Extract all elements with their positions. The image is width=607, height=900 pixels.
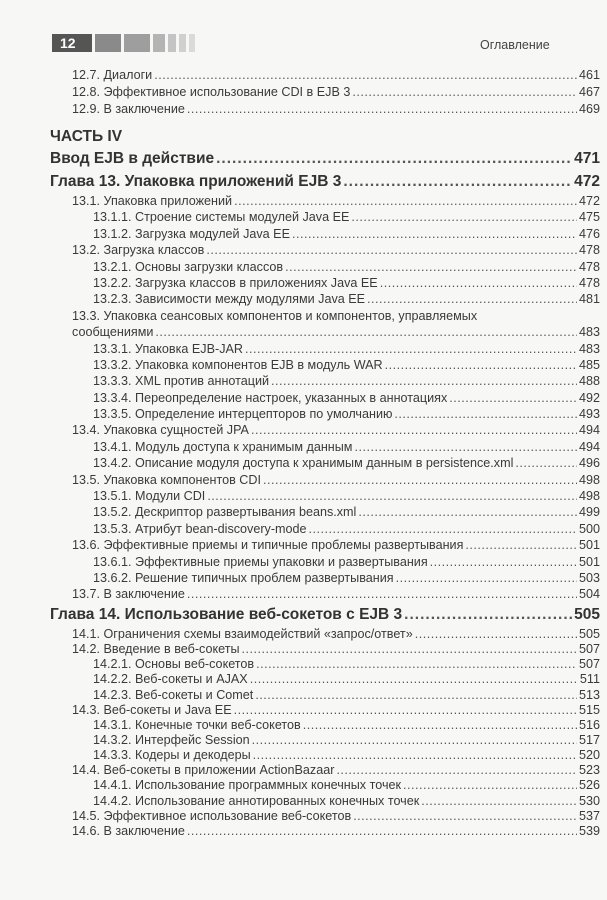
entry-page-number: 500 (578, 521, 600, 536)
toc-section (0, 604, 600, 838)
entry-page-number: 537 (578, 808, 600, 823)
toc-entry (0, 341, 600, 357)
entry-title: 13.3.3. XML против аннотаций (93, 374, 270, 389)
dot-leader (253, 747, 577, 763)
entry-page-number: 526 (578, 778, 600, 793)
entry-page-number: 469 (578, 102, 600, 116)
entry-page-number: 485 (578, 357, 600, 372)
entry-page-number: 494 (578, 423, 600, 438)
entry-title: 13.4.1. Модуль доступа к хранимым данным (93, 439, 353, 454)
entry-title: 13.3.5. Определение интерцепторов по умолчанию (93, 407, 393, 422)
toc-entry (0, 242, 600, 258)
entry-title: 13.4.2. Описание модуля доступа к хранимым данным в persistence.xml (93, 456, 514, 471)
entry-title: 13.6.1. Эффективные приемы упаковки и развертывания (93, 554, 428, 569)
entry-title: 13.5.2. Дескриптор развертывания beans.xml (93, 505, 357, 520)
entry-title: 13.7. В заключение (72, 587, 185, 602)
entry-title: 12.8. Эффективное использование CDI в EJB 3 (72, 85, 351, 99)
entry-page-number: 516 (578, 717, 600, 732)
dot-leader (255, 687, 577, 703)
dot-leader (380, 275, 577, 291)
toc-entry (0, 732, 600, 747)
toc-entry (0, 373, 600, 389)
toc-heading-entry (0, 148, 600, 170)
entry-title: 13.1.2. Загрузка модулей Java EE (93, 226, 290, 241)
entry-title: 13.5.3. Атрибут bean-discovery-mode (93, 521, 307, 536)
running-title: Оглавление (480, 38, 550, 52)
entry-title: Глава 14. Использование веб-сокетов с EJB 3 (50, 606, 403, 623)
entry-title: 14.3.3. Кодеры и декодеры (93, 748, 251, 763)
entry-page-number: 505 (574, 606, 600, 623)
dot-leader (263, 472, 577, 488)
entry-title: 13.1. Упаковка приложений (72, 194, 233, 208)
entry-page-number: 461 (578, 68, 600, 82)
dot-leader (187, 823, 577, 839)
dot-leader (358, 504, 577, 520)
toc-entry (0, 687, 600, 702)
toc-entry (0, 488, 600, 504)
toc-heading-entry (0, 171, 600, 193)
toc-entry (0, 67, 600, 84)
entry-title: 13.2.3. Зависимости между модулями Java EE (93, 292, 366, 307)
entry-title: 13.2. Загрузка классов (72, 243, 205, 258)
entry-title: 13.3.1. Упаковка EJB-JAR (93, 341, 243, 356)
entry-page-number: 501 (578, 538, 600, 553)
toc-entry (0, 439, 600, 455)
entry-title: 14.1. Ограничения схемы взаимодействий «запрос/ответ» (72, 627, 413, 641)
dot-leader (155, 324, 577, 340)
entry-title: 14.5. Эффективное использование веб-сокетов (72, 808, 352, 823)
dot-leader (187, 586, 577, 602)
toc-entry (0, 521, 600, 537)
dot-leader (207, 488, 577, 504)
dot-leader (415, 626, 577, 642)
entry-title: Ввод EJB в действие (50, 150, 215, 167)
entry-title: Глава 13. Упаковка приложений EJB 3 (50, 173, 342, 190)
toc-entry (0, 554, 600, 570)
dot-leader (449, 390, 577, 406)
entry-title: 14.3.1. Конечные точки веб-сокетов (93, 717, 301, 732)
entry-title: 13.2.2. Загрузка классов в приложениях Java EE (93, 275, 378, 290)
entry-title: 13.3.2. Упаковка компонентов EJB в модуль WAR (93, 357, 383, 372)
dot-leader (465, 537, 577, 553)
toc-entry (0, 504, 600, 520)
entry-page-number: 511 (579, 672, 600, 687)
entry-page-number: 472 (578, 194, 600, 208)
toc-entry (0, 702, 600, 717)
dot-leader (367, 291, 577, 307)
dot-leader (251, 422, 577, 438)
dot-leader (515, 455, 577, 471)
toc-section (0, 126, 600, 170)
entry-page-number: 517 (578, 732, 600, 747)
entry-page-number: 492 (578, 390, 600, 405)
entry-page-number: 471 (574, 150, 600, 167)
dot-leader (303, 717, 577, 733)
dot-leader (385, 357, 577, 373)
dot-leader (394, 406, 577, 422)
toc-entry (0, 209, 600, 225)
entry-page-number: 475 (578, 210, 600, 225)
entry-page-number: 507 (578, 657, 600, 672)
toc-entry (0, 357, 600, 373)
dot-leader (343, 171, 572, 193)
dot-leader (403, 777, 577, 793)
toc-entry (0, 537, 600, 553)
entry-page-number: 493 (578, 407, 600, 422)
dot-leader (242, 641, 577, 657)
entry-page-number: 467 (578, 85, 600, 99)
dot-leader (285, 259, 577, 275)
entry-page-number: 504 (578, 587, 600, 602)
dot-leader (154, 67, 577, 83)
entry-page-number: 478 (578, 259, 600, 274)
toc-entry (0, 823, 600, 838)
toc-entry (0, 747, 600, 762)
dot-leader (234, 193, 577, 209)
toc-section (0, 171, 600, 603)
dot-leader (396, 570, 577, 586)
dot-leader (421, 793, 577, 809)
dot-leader (234, 702, 577, 718)
entry-page-number: 496 (578, 456, 600, 471)
dot-leader (216, 148, 572, 170)
entry-title: 12.9. В заключение (72, 102, 185, 116)
entry-title: 13.6. Эффективные приемы и типичные проблемы развертывания (72, 538, 464, 553)
dot-leader (336, 762, 577, 778)
entry-page-number: 478 (578, 275, 600, 290)
toc-entry (0, 777, 600, 792)
toc-entry (0, 762, 600, 777)
header-decoration (189, 34, 195, 52)
dot-leader (352, 84, 577, 100)
entry-page-number: 503 (578, 570, 600, 585)
part-label: ЧАСТЬ IV (50, 128, 123, 145)
entry-page-number: 507 (578, 642, 600, 657)
entry-title: сообщениями (72, 325, 154, 340)
entry-title: 14.2.3. Веб-сокеты и Comet (93, 687, 254, 702)
dot-leader (245, 341, 577, 357)
toc-entry (0, 422, 600, 438)
entry-page-number: 478 (578, 243, 600, 258)
entry-title: 13.6.2. Решение типичных проблем развертывания (93, 570, 394, 585)
toc-entry (0, 84, 600, 101)
toc-entry (0, 226, 600, 242)
entry-title: 14.2. Введение в веб-сокеты (72, 642, 240, 657)
entry-page-number: 498 (578, 472, 600, 487)
header-decoration (168, 34, 176, 52)
entry-page-number: 498 (578, 489, 600, 504)
entry-page-number: 481 (578, 292, 600, 307)
toc-entry (0, 808, 600, 823)
dot-leader (252, 732, 577, 748)
toc-entry (0, 570, 600, 586)
toc-entry (0, 455, 600, 471)
toc-entry (0, 390, 600, 406)
dot-leader (206, 242, 577, 258)
entry-title: 13.3.4. Переопределение настроек, указанных в аннотациях (93, 390, 448, 405)
entry-page-number: 494 (578, 439, 600, 454)
entry-page-number: 499 (578, 505, 600, 520)
dot-leader (354, 439, 577, 455)
entry-page-number: 501 (578, 554, 600, 569)
entry-title: 12.7. Диалоги (72, 68, 153, 82)
entry-title: 13.5.1. Модули CDI (93, 489, 206, 504)
entry-title: 13.5. Упаковка компонентов CDI (72, 472, 261, 487)
entry-title: 14.6. В заключение (72, 823, 185, 838)
entry-page-number: 513 (578, 687, 600, 702)
entry-page-number: 472 (574, 173, 600, 190)
dot-leader (256, 656, 577, 672)
toc-entry (0, 406, 600, 422)
toc-entry (0, 193, 600, 209)
toc-entry (0, 472, 600, 488)
entry-title: 14.4. Веб-сокеты в приложении ActionBazaar (72, 763, 335, 778)
entry-page-number: 520 (578, 748, 600, 763)
header-decoration (95, 34, 121, 52)
entry-page-number: 476 (578, 226, 600, 241)
entry-title: 14.3. Веб-сокеты и Java EE (72, 702, 232, 717)
toc-entry (0, 259, 600, 275)
dot-leader (250, 671, 578, 687)
toc-entry (0, 586, 600, 602)
dot-leader (404, 604, 572, 626)
entry-title: 14.2.1. Основы веб-сокетов (93, 657, 255, 672)
entry-title: 13.3. Упаковка сеансовых компонентов и компонентов, управляемых (72, 308, 478, 323)
header-decoration (153, 34, 165, 52)
entry-title: 14.4.1. Использование программных конечных точек (93, 778, 402, 793)
entry-page-number: 488 (578, 374, 600, 389)
dot-leader (309, 521, 577, 537)
header-decoration (179, 34, 186, 52)
entry-title: 13.1.1. Строение системы модулей Java EE (93, 210, 350, 225)
dot-leader (271, 373, 577, 389)
entry-title: 14.2.2. Веб-сокеты и AJAX (93, 672, 248, 687)
dot-leader (292, 226, 577, 242)
entry-page-number: 515 (578, 702, 600, 717)
entry-page-number: 483 (578, 325, 600, 340)
entry-title: 13.2.1. Основы загрузки классов (93, 259, 284, 274)
header-decoration (124, 34, 150, 52)
dot-leader (187, 101, 577, 117)
toc-entry (0, 308, 600, 324)
toc-entry (0, 717, 600, 732)
entry-page-number: 539 (578, 823, 600, 838)
toc-entry (0, 656, 600, 671)
entry-title: 14.4.2. Использование аннотированных конечных точек (93, 793, 420, 808)
dot-leader (353, 808, 577, 824)
toc-entry (0, 641, 600, 656)
entry-title: 13.4. Упаковка сущностей JPA (72, 423, 249, 438)
toc-entry (0, 671, 600, 686)
toc-section (0, 67, 600, 118)
toc-entry (0, 324, 600, 340)
dot-leader (351, 209, 577, 225)
entry-page-number: 505 (578, 627, 600, 641)
entry-page-number: 530 (578, 793, 600, 808)
toc-entry (0, 101, 600, 118)
toc-entry (0, 275, 600, 291)
toc-entry (0, 626, 600, 641)
entry-title: 14.3.2. Интерфейс Session (93, 732, 250, 747)
dot-leader (430, 554, 577, 570)
toc-entry (0, 793, 600, 808)
toc-entry (0, 291, 600, 307)
entry-page-number: 483 (578, 341, 600, 356)
page-number: 12 (52, 34, 92, 52)
entry-page-number: 523 (578, 763, 600, 778)
toc-heading-entry (0, 604, 600, 626)
